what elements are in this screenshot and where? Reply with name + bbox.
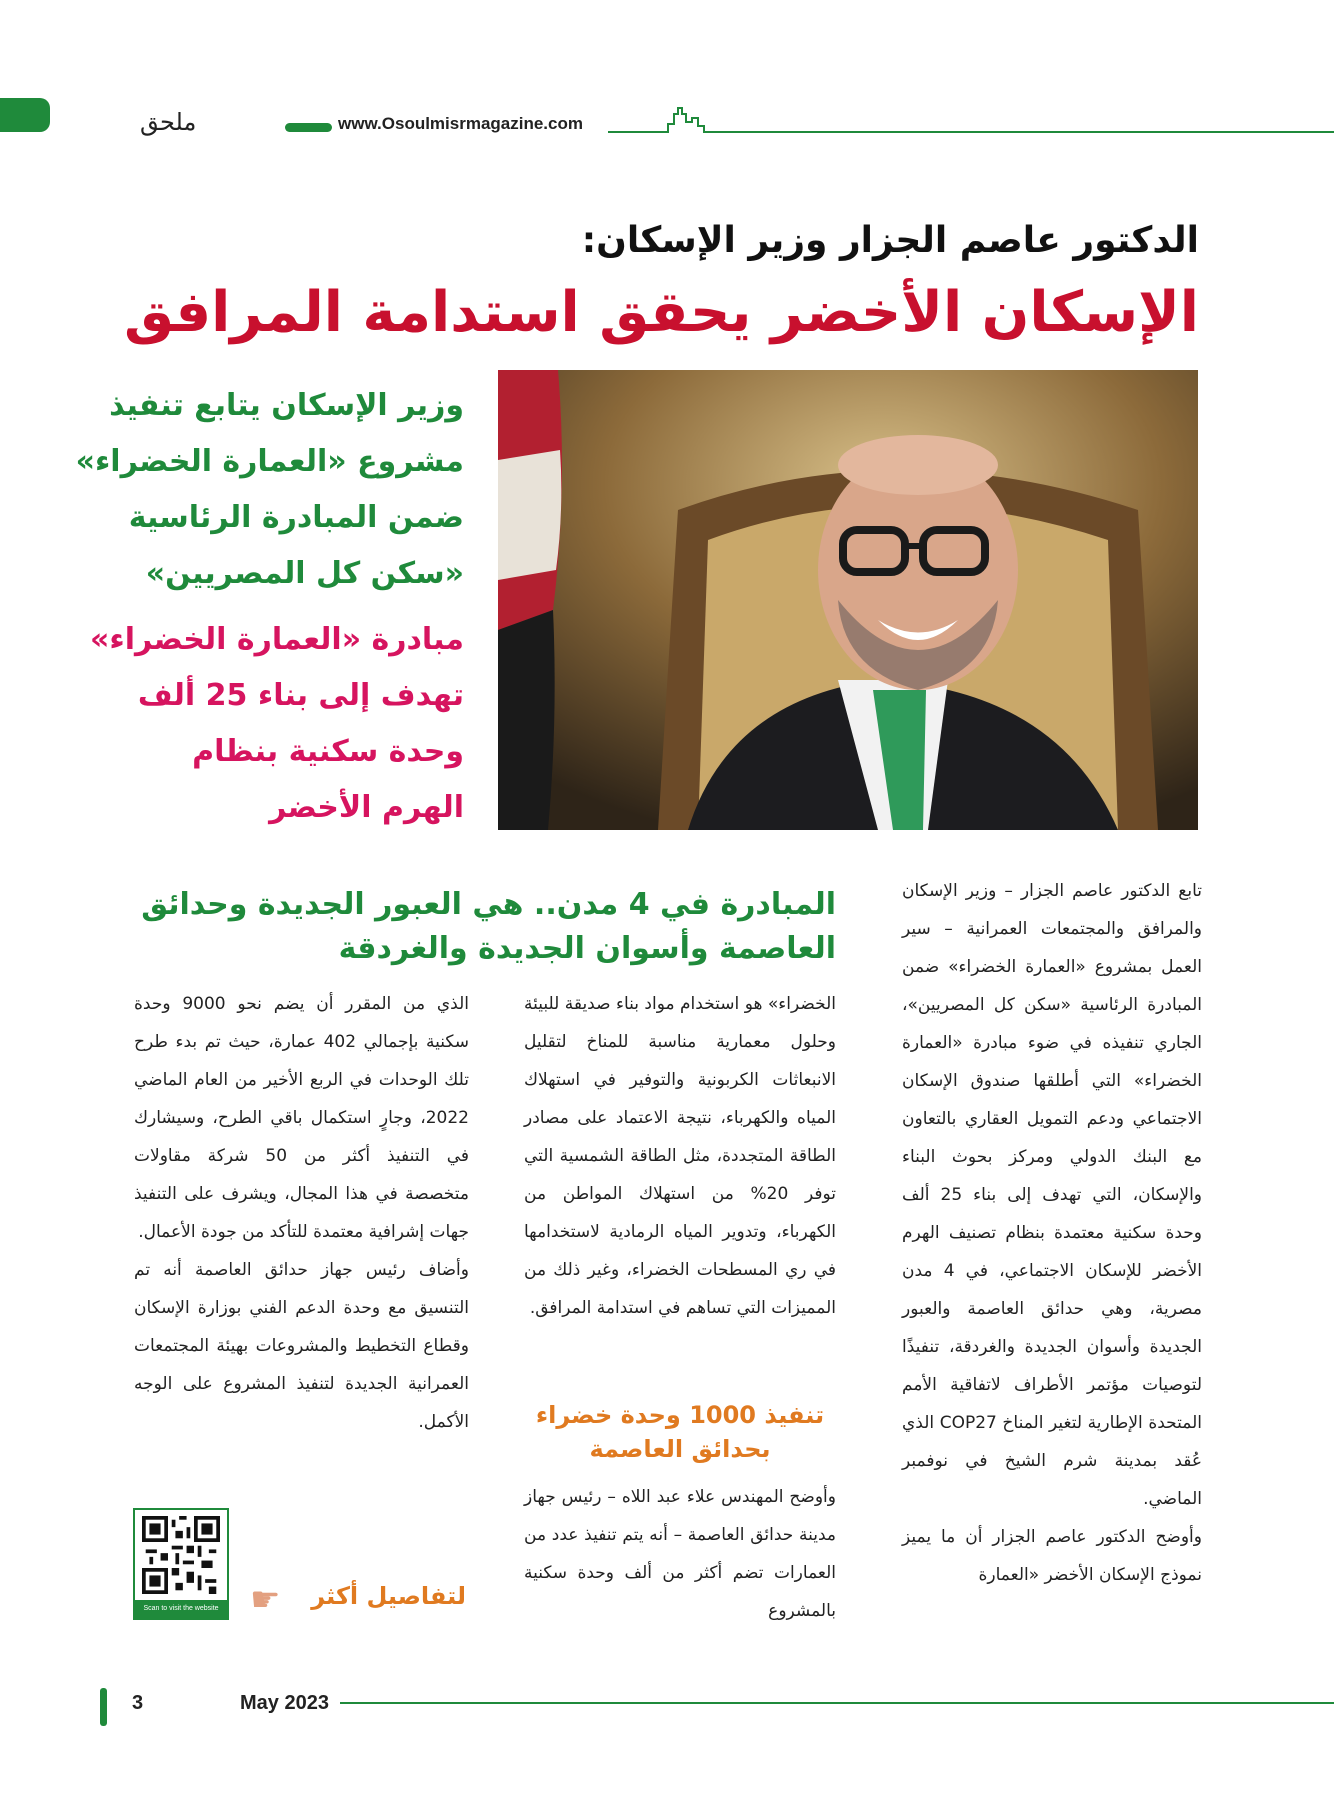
article-kicker: الدكتور عاصم الجزار وزير الإسكان: [581,220,1199,261]
paragraph: الخضراء» هو استخدام مواد بناء صديقة للبيئة وحلول معمارية مناسبة للمناخ لتقليل الانبعاثات الكربونية والتوفير في استهلاك المياه والكهرباء، نتيجة الاعتماد على مصادر الطاقة المتجددة، مثل الطاقة الشمسية التي توفر 20% من استهلاك المواطن من الكهرباء، وتدوير المياه الرمادية لاستخدامها في ري المسطحات الخضراء، وغير ذلك من المميزات التي تساهم في استدامة المرافق. [524,994,836,1318]
body-column-right [902,872,1202,1594]
subhead-line: العاصمة وأسوان الجديدة والغردقة [338,931,836,966]
callout-line: مبادرة «العمارة الخضراء» [90,622,464,657]
minister-portrait-photo [498,370,1198,830]
callout-line: الهرم الأخضر [269,790,464,825]
pointing-hand-icon: ☛ [250,1580,281,1620]
article-title: الإسكان الأخضر يحقق استدامة المرافق [123,280,1199,345]
body-column-middle-2 [524,1478,836,1630]
qr-code-icon [142,1516,220,1594]
callout-line: ضمن المبادرة الرئاسية [128,500,464,535]
section-label: ملحق [140,108,197,136]
footer-rule [340,1702,1334,1704]
skyline-line-icon [608,106,1334,136]
paragraph: الذي من المقرر أن يضم نحو 9000 وحدة سكنية بإجمالي 402 عمارة، حيث تم بدء طرح تلك الوحدات في الربع الأخير من العام الماضي 2022، وجارٍ استكمال باقي الطرح، وسيشارك في التنفيذ أكثر من 50 شركة مقاولات متخصصة في هذا المجال، ويشرف على التنفيذ جهات إشرافية معتمدة للتأكد من جودة الأعمال. [134,994,469,1242]
issue-date: May 2023 [240,1692,329,1714]
callout-pink [90,612,464,836]
inline-heading-line: تنفيذ 1000 وحدة خضراء [535,1401,825,1429]
page-number: 3 [132,1692,144,1714]
callout-line: مشروع «العمارة الخضراء» [75,444,464,479]
section-subhead [141,883,836,971]
website-url[interactable]: www.Osoulmisrmagazine.com [338,114,583,133]
paragraph: وأوضح المهندس علاء عبد اللاه – رئيس جهاز مدينة حدائق العاصمة – أنه يتم تنفيذ عدد من العمارات تضم أكثر من ألف وحدة سكنية بالمشروع [524,1487,836,1621]
more-details-link[interactable]: لتفاصيل أكثر [311,1582,466,1610]
header-accent-bar [285,123,332,132]
paragraph: وأضاف رئيس جهاز حدائق العاصمة أنه تم التنسيق مع وحدة الدعم الفني بوزارة الإسكان وقطاع التخطيط والمشروعات بهيئة المجتمعات العمرانية الجديدة لتنفيذ المشروع على الوجه الأكمل. [134,1260,469,1432]
inline-heading [524,1398,836,1466]
callout-green [76,378,464,602]
inline-heading-line: بحدائق العاصمة [589,1435,771,1463]
callout-line: وزير الإسكان يتابع تنفيذ [109,388,464,423]
header-tab [0,98,50,132]
qr-caption: Scan to visit the website [135,1600,227,1618]
body-column-middle [524,985,836,1327]
body-column-left [134,985,469,1441]
paragraph: تابع الدكتور عاصم الجزار – وزير الإسكان والمرافق والمجتمعات العمرانية – سير العمل بمشروع «العمارة الخضراء» ضمن المبادرة الرئاسية «سكن كل المصريين»، الجاري تنفيذه في ضوء مبادرة «العمارة الخضراء» التي أطلقها صندوق الإسكان الاجتماعي ودعم التمويل العقاري بالتعاون مع البنك الدولي ومركز بحوث البناء والإسكان، التي تهدف إلى بناء 25 ألف وحدة سكنية معتمدة بنظام تصنيف الهرم الأخضر للإسكان الاجتماعي، في 4 مدن مصرية، وهي حدائق العاصمة والعبور الجديدة وأسوان الجديدة والغردقة، تنفيذًا لتوصيات مؤتمر الأطراف لاتفاقية الأمم المتحدة الإطارية لتغير المناخ COP27 الذي عُقد بمدينة شرم الشيخ في نوفمبر الماضي. [902,881,1203,1509]
callout-line: «سكن كل المصريين» [145,556,464,591]
subhead-line: المبادرة في 4 مدن.. هي العبور الجديدة وحدائق [141,887,836,922]
callout-line: تهدف إلى بناء 25 ألف [137,678,464,713]
callout-line: وحدة سكنية بنظام [192,734,464,769]
qr-code[interactable] [133,1508,229,1620]
paragraph: وأوضح الدكتور عاصم الجزار أن ما يميز نموذج الإسكان الأخضر «العمارة [902,1527,1202,1585]
footer-accent-bar [100,1688,107,1726]
